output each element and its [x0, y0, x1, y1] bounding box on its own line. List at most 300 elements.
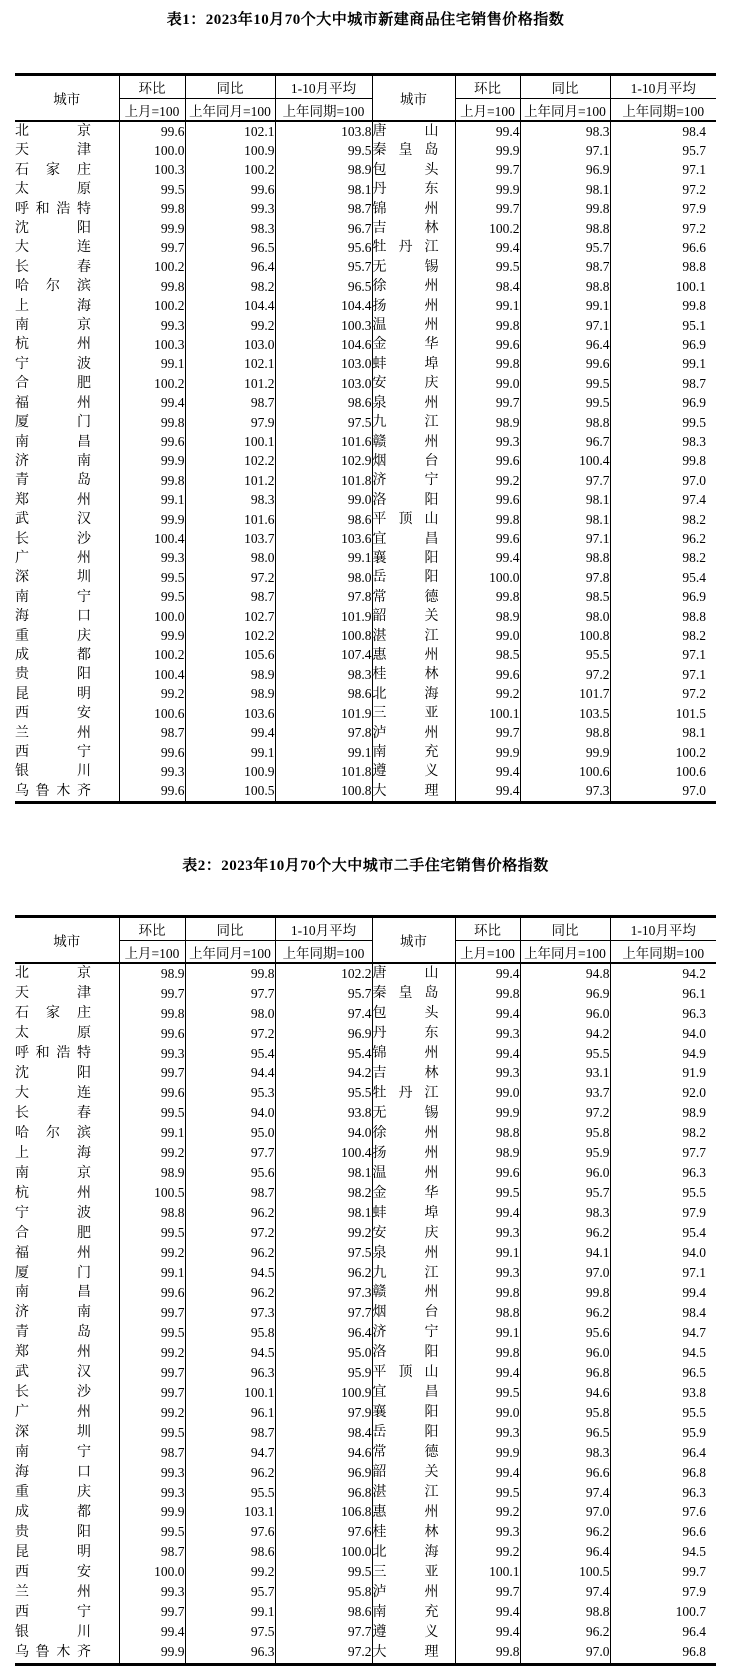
yoy-value: 96.2: [185, 1283, 275, 1303]
city-name: 太原: [15, 182, 91, 198]
city-cell: [15, 1244, 119, 1264]
city-cell: [15, 510, 119, 529]
city-name: 广州: [15, 1405, 91, 1421]
mom-value: 99.3: [455, 1523, 520, 1543]
table-row: [15, 1463, 716, 1483]
yoy-value: 98.3: [520, 121, 610, 141]
header-yoy: 同比: [185, 75, 275, 99]
avg-value: 98.1: [275, 180, 372, 199]
mom-value: 99.6: [455, 452, 520, 471]
city-name: 泉州: [372, 1245, 439, 1261]
mom-value: 99.1: [119, 491, 185, 510]
avg-value: 98.1: [275, 1164, 372, 1184]
city-cell: [15, 1283, 119, 1303]
mom-value: 99.6: [119, 433, 185, 452]
avg-value: 99.8: [682, 298, 706, 314]
city-name: 大连: [15, 1085, 91, 1101]
table-row: [15, 607, 716, 626]
mom-value: 99.6: [119, 121, 185, 141]
mom-value: 99.6: [119, 1084, 185, 1104]
yoy-value: 96.4: [185, 258, 275, 277]
city-cell: [15, 1523, 119, 1543]
avg-value: 95.4: [682, 1225, 706, 1241]
mom-value: 99.8: [455, 1643, 520, 1664]
city-cell: [15, 1363, 119, 1383]
yoy-value: 96.0: [520, 1343, 610, 1363]
header-city: 城市: [15, 75, 119, 122]
avg-value: 94.2: [682, 965, 706, 981]
mom-value: 99.3: [455, 1423, 520, 1443]
yoy-value: 102.2: [185, 627, 275, 646]
city-cell: [15, 685, 119, 704]
mom-value: 99.6: [455, 665, 520, 684]
city-name: 西宁: [15, 745, 91, 760]
table-row: [15, 646, 716, 665]
city-name: 平顶山: [372, 1365, 439, 1381]
yoy-value: 98.3: [185, 219, 275, 238]
city-name: 锦州: [372, 1046, 439, 1062]
header-avg: 1-10月平均: [610, 917, 716, 941]
avg-value: 97.5: [275, 413, 372, 432]
city-name: 济宁: [372, 1325, 439, 1341]
city-name: 蚌埠: [372, 356, 439, 372]
table-row: [15, 394, 716, 413]
mom-value: 98.9: [455, 413, 520, 432]
table-row: [15, 219, 716, 238]
city-cell: [372, 141, 455, 160]
table-row: [15, 1343, 716, 1363]
header-mom: 环比: [119, 917, 185, 941]
yoy-value: 95.7: [520, 1184, 610, 1204]
yoy-value: 98.8: [520, 1603, 610, 1623]
yoy-value: 98.7: [185, 1423, 275, 1443]
mom-value: 99.2: [119, 685, 185, 704]
yoy-value: 98.3: [520, 1443, 610, 1463]
city-cell: [372, 1623, 455, 1643]
city-name: 昆明: [15, 1544, 91, 1560]
avg-value: 96.7: [275, 219, 372, 238]
header-mom-base: 上月=100: [455, 941, 520, 964]
avg-value: 97.9: [682, 1205, 706, 1221]
table-row: [15, 1623, 716, 1643]
table-row: [15, 1603, 716, 1623]
mom-value: 99.4: [455, 1463, 520, 1483]
city-name: 合肥: [15, 1225, 91, 1241]
avg-value: 99.5: [275, 1563, 372, 1583]
avg-value: 104.4: [275, 297, 372, 316]
city-name: 南京: [15, 1165, 91, 1181]
avg-value: 97.7: [275, 1623, 372, 1643]
city-name: 丹东: [372, 182, 439, 198]
city-name: 徐州: [372, 1125, 439, 1141]
yoy-value: 98.6: [185, 1543, 275, 1563]
mom-value: 98.9: [119, 963, 185, 984]
table-row: [15, 1124, 716, 1144]
mom-value: 98.8: [455, 1124, 520, 1144]
yoy-value: 99.1: [185, 1603, 275, 1623]
avg-value: 98.2: [682, 550, 706, 566]
yoy-value: 94.5: [185, 1343, 275, 1363]
city-name: 温州: [372, 1165, 439, 1181]
mom-value: 99.7: [455, 161, 520, 180]
yoy-value: 97.7: [185, 1144, 275, 1164]
city-cell: [15, 1323, 119, 1343]
city-cell: [372, 1603, 455, 1623]
yoy-value: 101.2: [185, 471, 275, 490]
table-row: [15, 1523, 716, 1543]
table-row: [15, 238, 716, 257]
avg-value: 97.2: [682, 181, 706, 197]
avg-value: 98.1: [275, 1204, 372, 1224]
city-name: 烟台: [372, 453, 439, 469]
avg-value: 95.8: [275, 1583, 372, 1603]
city-cell: [15, 1603, 119, 1623]
city-name: 三亚: [372, 706, 439, 722]
city-cell: [372, 277, 455, 296]
avg-value: 101.8: [275, 471, 372, 490]
avg-value: 94.9: [682, 1045, 706, 1061]
city-cell: [15, 316, 119, 335]
mom-value: 99.2: [455, 1543, 520, 1563]
table-row: [15, 1583, 716, 1603]
avg-value: 101.8: [275, 762, 372, 781]
city-cell: [15, 238, 119, 257]
city-cell: [372, 471, 455, 490]
yoy-value: 100.9: [185, 762, 275, 781]
avg-value: 98.2: [275, 1184, 372, 1204]
city-name: 泉州: [372, 395, 439, 411]
city-name: 贵阳: [15, 667, 91, 683]
avg-value: 98.2: [682, 628, 706, 644]
avg-value: 99.1: [275, 743, 372, 762]
avg-value: 99.7: [682, 1564, 706, 1580]
yoy-value: 95.7: [185, 1583, 275, 1603]
city-cell: [372, 984, 455, 1004]
city-name: 福州: [15, 395, 91, 411]
mom-value: 98.4: [455, 277, 520, 296]
yoy-value: 101.6: [185, 510, 275, 529]
yoy-value: 99.5: [520, 374, 610, 393]
city-cell: [15, 549, 119, 568]
avg-value: 96.8: [682, 1644, 706, 1660]
avg-value: 99.8: [682, 453, 706, 469]
city-cell: [15, 743, 119, 762]
city-cell: [372, 335, 455, 354]
mom-value: 99.4: [455, 1623, 520, 1643]
city-cell: [372, 1044, 455, 1064]
table-row: [15, 782, 716, 803]
yoy-value: 94.7: [185, 1443, 275, 1463]
avg-value: 94.2: [275, 1064, 372, 1084]
avg-value: 102.2: [275, 963, 372, 984]
city-name: 成都: [15, 647, 91, 663]
mom-value: 100.6: [119, 704, 185, 723]
city-name: 常德: [372, 589, 439, 605]
avg-value: 93.8: [275, 1104, 372, 1124]
city-name: 长沙: [15, 1385, 91, 1401]
mom-value: 99.7: [119, 238, 185, 257]
city-name: 惠州: [372, 647, 439, 663]
table-row: [15, 1204, 716, 1224]
city-name: 金华: [372, 337, 439, 353]
yoy-value: 97.3: [185, 1303, 275, 1323]
yoy-value: 97.6: [185, 1523, 275, 1543]
city-name: 韶关: [372, 1465, 439, 1481]
header-city: 城市: [372, 75, 455, 122]
avg-value: 104.6: [275, 335, 372, 354]
table-row: [15, 549, 716, 568]
yoy-value: 98.9: [185, 685, 275, 704]
city-cell: [15, 607, 119, 626]
city-name: 包头: [372, 1006, 439, 1022]
city-cell: [15, 1543, 119, 1563]
city-name: 北海: [372, 1544, 439, 1560]
city-name: 无锡: [372, 1105, 439, 1121]
avg-value: 100.4: [275, 1144, 372, 1164]
mom-value: 99.4: [119, 394, 185, 413]
city-name: 济南: [15, 1305, 91, 1321]
city-name: 银川: [15, 764, 91, 780]
yoy-value: 100.5: [520, 1563, 610, 1583]
avg-value: 97.5: [275, 1244, 372, 1264]
table-row: [15, 297, 716, 316]
city-cell: [372, 549, 455, 568]
yoy-value: 99.6: [185, 180, 275, 199]
yoy-value: 101.2: [185, 374, 275, 393]
mom-value: 98.9: [119, 1164, 185, 1184]
yoy-value: 96.1: [185, 1403, 275, 1423]
yoy-value: 105.6: [185, 646, 275, 665]
mom-value: 99.6: [455, 530, 520, 549]
header-avg-base: 上年同期=100: [275, 941, 372, 964]
table-row: [15, 510, 716, 529]
yoy-value: 95.5: [185, 1483, 275, 1503]
avg-value: 99.2: [275, 1224, 372, 1244]
table-row: [15, 200, 716, 219]
yoy-value: 97.2: [520, 665, 610, 684]
table-row: [15, 665, 716, 684]
yoy-value: 100.1: [185, 433, 275, 452]
mom-value: 99.1: [455, 1244, 520, 1264]
mom-value: 99.0: [455, 627, 520, 646]
city-name: 哈尔滨: [15, 279, 91, 295]
avg-value: 99.1: [682, 356, 706, 372]
yoy-value: 97.1: [520, 530, 610, 549]
city-cell: [15, 1104, 119, 1124]
yoy-value: 98.8: [520, 724, 610, 743]
yoy-value: 95.9: [520, 1144, 610, 1164]
yoy-value: 96.8: [520, 1363, 610, 1383]
avg-value: 100.1: [675, 278, 706, 294]
table-row: [15, 374, 716, 393]
city-name: 石家庄: [15, 1006, 91, 1022]
mom-value: 99.0: [455, 1403, 520, 1423]
table-row: [15, 1224, 716, 1244]
yoy-value: 95.4: [185, 1044, 275, 1064]
city-cell: [15, 1264, 119, 1284]
city-name: 九江: [372, 1265, 439, 1281]
mom-value: 99.3: [119, 1044, 185, 1064]
mom-value: 99.9: [455, 743, 520, 762]
yoy-value: 93.1: [520, 1064, 610, 1084]
yoy-value: 100.9: [185, 141, 275, 160]
city-name: 天津: [15, 986, 91, 1002]
header-mom-base: 上月=100: [455, 99, 520, 122]
city-name: 沈阳: [15, 221, 91, 237]
table-row: [15, 1044, 716, 1064]
mom-value: 99.4: [455, 963, 520, 984]
yoy-value: 98.8: [520, 413, 610, 432]
city-name: 长春: [15, 1105, 91, 1121]
avg-value: 100.8: [275, 627, 372, 646]
city-cell: [15, 1483, 119, 1503]
avg-value: 95.5: [682, 1404, 706, 1420]
city-name: 大理: [372, 1644, 439, 1660]
new-homes-table-section: [15, 8, 716, 804]
mom-value: 99.8: [119, 413, 185, 432]
city-cell: [15, 1343, 119, 1363]
mom-value: 100.4: [119, 530, 185, 549]
yoy-value: 99.8: [185, 963, 275, 984]
city-cell: [15, 1623, 119, 1643]
city-cell: [372, 1104, 455, 1124]
city-cell: [15, 258, 119, 277]
city-cell: [372, 1244, 455, 1264]
city-cell: [372, 588, 455, 607]
city-cell: [372, 491, 455, 510]
table-row: [15, 963, 716, 984]
avg-value: 98.6: [275, 394, 372, 413]
mom-value: 98.7: [119, 1543, 185, 1563]
avg-value: 95.4: [682, 569, 706, 585]
avg-value: 97.6: [275, 1523, 372, 1543]
mom-value: 99.8: [119, 200, 185, 219]
yoy-value: 96.2: [520, 1623, 610, 1643]
header-yoy: 同比: [520, 75, 610, 99]
yoy-value: 95.6: [185, 1164, 275, 1184]
table-row: [15, 161, 716, 180]
mom-value: 99.3: [455, 1064, 520, 1084]
city-cell: [15, 433, 119, 452]
yoy-value: 102.1: [185, 355, 275, 374]
avg-value: 99.5: [275, 141, 372, 160]
city-cell: [15, 762, 119, 781]
header-mom-base: 上月=100: [119, 99, 185, 122]
yoy-value: 98.7: [520, 258, 610, 277]
city-name: 昆明: [15, 686, 91, 702]
yoy-value: 95.6: [520, 1323, 610, 1343]
mom-value: 99.9: [455, 1443, 520, 1463]
table-row: [15, 1423, 716, 1443]
city-cell: [372, 1423, 455, 1443]
yoy-value: 96.5: [520, 1423, 610, 1443]
city-cell: [372, 1064, 455, 1084]
city-name: 上海: [15, 1145, 91, 1161]
mom-value: 99.5: [119, 1104, 185, 1124]
avg-value: 94.0: [682, 1245, 706, 1261]
table-row: [15, 335, 716, 354]
mom-value: 100.1: [455, 704, 520, 723]
city-name: 金华: [372, 1185, 439, 1201]
avg-value: 97.7: [682, 1145, 706, 1161]
table-row: [15, 1024, 716, 1044]
table-row: [15, 1184, 716, 1204]
city-name: 宜昌: [372, 531, 439, 547]
city-name: 西宁: [15, 1604, 91, 1620]
mom-value: 99.5: [119, 1323, 185, 1343]
city-cell: [15, 121, 119, 141]
city-name: 吉林: [372, 221, 439, 237]
city-name: 九江: [372, 415, 439, 431]
yoy-value: 96.2: [520, 1523, 610, 1543]
city-name: 北京: [15, 966, 91, 982]
city-cell: [372, 161, 455, 180]
mom-value: 99.5: [119, 568, 185, 587]
table-row: [15, 1403, 716, 1423]
yoy-value: 96.3: [185, 1643, 275, 1664]
city-name: 郑州: [15, 492, 91, 508]
avg-value: 103.0: [275, 355, 372, 374]
mom-value: 99.9: [119, 219, 185, 238]
avg-value: 100.8: [275, 782, 372, 803]
city-cell: [372, 316, 455, 335]
avg-value: 93.8: [682, 1384, 706, 1400]
city-cell: [15, 704, 119, 723]
mom-value: 99.4: [455, 1044, 520, 1064]
mom-value: 98.5: [455, 646, 520, 665]
avg-value: 98.1: [682, 725, 706, 741]
mom-value: 99.4: [455, 762, 520, 781]
city-cell: [372, 1184, 455, 1204]
avg-value: 96.9: [682, 589, 706, 605]
avg-value: 96.2: [275, 1264, 372, 1284]
mom-value: 99.2: [455, 471, 520, 490]
yoy-value: 99.1: [520, 297, 610, 316]
avg-value: 103.0: [275, 374, 372, 393]
mom-value: 99.5: [455, 258, 520, 277]
yoy-value: 98.7: [185, 394, 275, 413]
yoy-value: 97.4: [520, 1483, 610, 1503]
city-cell: [15, 277, 119, 296]
yoy-value: 96.2: [185, 1204, 275, 1224]
city-cell: [372, 1403, 455, 1423]
city-cell: [372, 394, 455, 413]
avg-value: 101.6: [275, 433, 372, 452]
city-cell: [15, 1563, 119, 1583]
city-cell: [15, 1124, 119, 1144]
mom-value: 99.7: [119, 1303, 185, 1323]
yoy-value: 99.8: [520, 200, 610, 219]
mom-value: 99.3: [455, 433, 520, 452]
city-name: 丹东: [372, 1026, 439, 1042]
table2-title: 表2：2023年10月70个大中城市二手住宅销售价格指数: [182, 858, 549, 875]
yoy-value: 98.2: [185, 277, 275, 296]
mom-value: 99.7: [119, 1363, 185, 1383]
avg-value: 98.9: [682, 1105, 706, 1121]
avg-value: 98.0: [275, 568, 372, 587]
city-cell: [15, 665, 119, 684]
city-cell: [15, 1583, 119, 1603]
city-name: 南充: [372, 745, 439, 760]
mom-value: 99.1: [119, 355, 185, 374]
table-row: [15, 724, 716, 743]
yoy-value: 97.1: [520, 141, 610, 160]
mom-value: 99.5: [455, 1483, 520, 1503]
avg-value: 96.9: [275, 1024, 372, 1044]
avg-value: 100.7: [675, 1604, 706, 1620]
table-row: [15, 180, 716, 199]
city-name: 常德: [372, 1445, 439, 1461]
